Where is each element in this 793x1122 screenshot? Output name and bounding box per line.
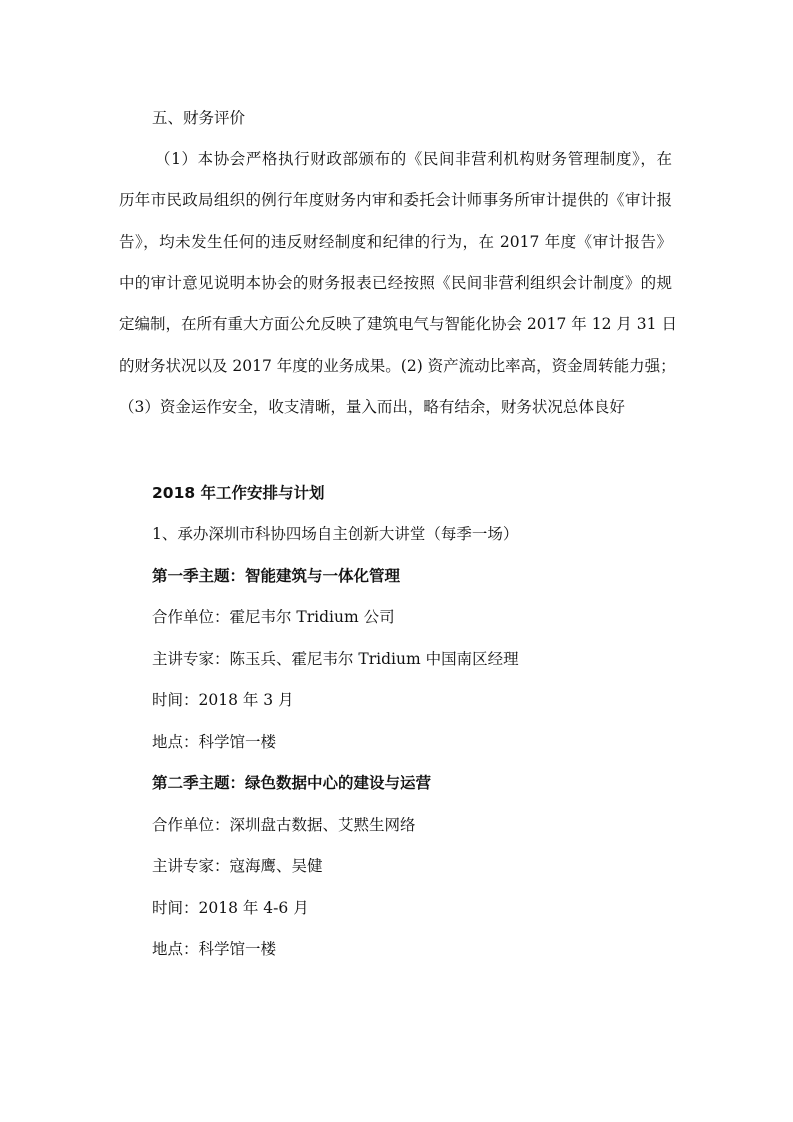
plan-title: 2018 年工作安排与计划	[152, 484, 325, 502]
paragraph-line: 的财务状况以及 2017 年度的业务成果。(2) 资产流动比率高，资金周转能力强；	[119, 357, 676, 375]
paragraph-line: 告》，均未发生任何的违反财经制度和纪律的行为，在 2017 年度《审计报告》	[119, 233, 672, 251]
section5-heading: 五、财务评价	[152, 109, 246, 127]
season1-place: 地点：科学馆一楼	[152, 733, 277, 751]
paragraph-line: （1）本协会严格执行财政部颁布的《民间非营利机构财务管理制度》，在	[155, 150, 672, 168]
season2-speaker: 主讲专家：寇海鹰、吴健	[152, 857, 323, 875]
paragraph-line: 中的审计意见说明本协会的财务报表已经按照《民间非营利组织会计制度》的规	[119, 274, 672, 292]
season1-heading: 第一季主题：智能建筑与一体化管理	[152, 567, 401, 585]
season1-partner: 合作单位：霍尼韦尔 Tridium 公司	[152, 608, 395, 626]
season1-speaker: 主讲专家：陈玉兵、霍尼韦尔 Tridium 中国南区经理	[152, 650, 519, 668]
paragraph-line: 历年市民政局组织的例行年度财务内审和委托会计师事务所审计提供的《审计报	[119, 191, 672, 209]
season2-time: 时间：2018 年 4-6 月	[152, 899, 309, 917]
season2-place: 地点：科学馆一楼	[152, 940, 277, 958]
plan-item-1: 1、承办深圳市科协四场自主创新大讲堂（每季一场）	[152, 525, 519, 543]
paragraph-line: 定编制，在所有重大方面公允反映了建筑电气与智能化协会 2017 年 12 月 31 日	[119, 315, 677, 333]
season1-time: 时间：2018 年 3 月	[152, 691, 294, 709]
paragraph-line: （3）资金运作安全，收支清晰，量入而出，略有结余，财务状况总体良好	[119, 398, 625, 416]
season2-partner: 合作单位：深圳盘古数据、艾黙生网络	[152, 816, 416, 834]
season2-heading: 第二季主题：绿色数据中心的建设与运营	[152, 774, 432, 792]
